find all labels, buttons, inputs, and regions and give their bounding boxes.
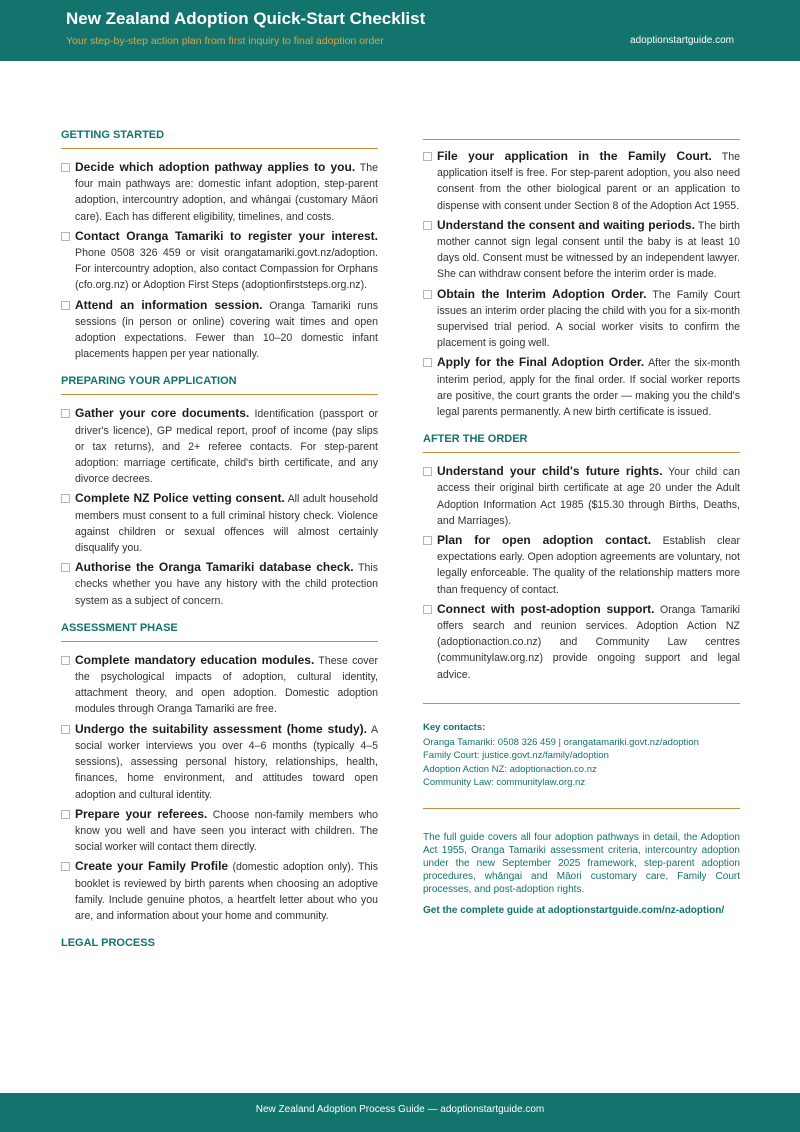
checkbox[interactable]: [61, 862, 70, 871]
item-title: Authorise the Oranga Tamariki database check.: [75, 560, 354, 575]
item-title: Undergo the suitability assessment (home study).: [75, 721, 367, 736]
item-title: Create your Family Profile: [75, 859, 229, 874]
checkbox[interactable]: [61, 232, 70, 241]
checklist-item[interactable]: [61, 858, 378, 924]
checklist-item[interactable]: [61, 559, 378, 609]
checklist-item[interactable]: [61, 297, 378, 363]
checkbox[interactable]: [61, 494, 70, 503]
section-heading-after: AFTER THE ORDER: [423, 428, 740, 453]
checklist-item[interactable]: [61, 405, 378, 487]
section-heading-legal: LEGAL PROCESS: [61, 937, 155, 950]
checklist-item[interactable]: [61, 228, 378, 294]
contact-line[interactable]: Adoption Action NZ: adoptionaction.co.nz: [423, 763, 597, 775]
checklist-item[interactable]: [423, 601, 740, 683]
page-header: [0, 0, 800, 61]
checklist-item[interactable]: [423, 217, 740, 283]
item-body: After the six-month interim period, apply for the final order. If social worker reports are positive, the court grants the order — making you the child's legal parents permanently. A new birth certificate is issued.: [437, 357, 741, 419]
section-heading-preparing: PREPARING YOUR APPLICATION: [61, 370, 378, 395]
checkbox[interactable]: [423, 467, 432, 476]
item-body: The Family Court issues an interim order placing the child with you for a six-month supervised trial period. A social worker visits to confirm the placement is going well.: [437, 288, 740, 350]
page-footer: [0, 1093, 800, 1132]
checkbox[interactable]: [61, 725, 70, 734]
item-body: Phone 0508 326 459 or visit orangatamariki.govt.nz/adoption. For intercountry adoption, also contact Compassion for Orphans (cfo.org.nz) or Adoption First Steps (adoptionfirststeps.org.nz).: [75, 247, 378, 292]
item-title: Connect with post-adoption support.: [437, 601, 655, 616]
section-heading-getting-started: GETTING STARTED: [61, 124, 378, 149]
right-column: [423, 124, 740, 919]
item-title: Complete NZ Police vetting consent.: [75, 491, 285, 506]
checkbox[interactable]: [61, 409, 70, 418]
checklist-item[interactable]: [61, 721, 378, 803]
checkbox[interactable]: [423, 290, 432, 299]
guide-promo-text: The full guide covers all four adoption pathways in detail, the Adoption Act 1955, Oranga Tamariki assessment criteria, intercountry adoption under the new September 2025 framework, step-parent adoption procedures, whāngai and Māori customary care, Family Court processes, and post-adoption rights.: [423, 831, 740, 895]
key-contacts: [423, 722, 740, 790]
item-body: The application itself is free. For step-parent adoption, you also need consent from the other biological parent or an application to dispense with consent under Section 8 of the Adoption Act 1955.: [437, 151, 740, 212]
checklist-item[interactable]: [423, 286, 740, 352]
item-title: Apply for the Final Adoption Order.: [437, 355, 645, 370]
item-body: A social worker interviews you over 4–6 months (typically 4–5 sessions), assessing personal history, relationships, health, finances, home environment, and attitudes toward open adoption and cultural identity.: [75, 723, 379, 801]
key-contacts-heading: Key contacts:: [423, 721, 486, 733]
item-body: Oranga Tamariki runs sessions (in person or online) covering wait times and open adoption expectations. Fewer than 10–20 domestic infant placements happen per year nationally.: [75, 299, 379, 361]
left-column: [61, 124, 378, 966]
checkbox[interactable]: [423, 221, 432, 230]
item-body: This checks whether you have any history with the child protection system as a subject of concern.: [75, 562, 378, 607]
checklist-item[interactable]: [423, 354, 740, 420]
item-body: Choose non-family members who know you well and have seen you interact with children. The social worker will contact them directly.: [75, 808, 378, 854]
checkbox[interactable]: [61, 656, 70, 665]
checklist-item[interactable]: [423, 148, 740, 214]
item-body: The four main pathways are: domestic infant adoption, step-parent adoption, intercountry adoption, and whāngai (customary Māori care). Each has different eligibility, timelines, and costs.: [75, 162, 378, 223]
item-title: Complete mandatory education modules.: [75, 652, 315, 667]
item-title: Attend an information session.: [75, 297, 263, 312]
checkbox[interactable]: [423, 358, 432, 367]
item-title: Gather your core documents.: [75, 406, 250, 421]
item-title: Understand your child's future rights.: [437, 464, 663, 479]
item-body: Your child can access their original birth certificate at age 20 under the Adult Adoption Information Act 1985 ($15.30 through Births, Deaths, and Marriages).: [437, 466, 740, 527]
checkbox[interactable]: [423, 536, 432, 545]
item-title: Plan for open adoption contact.: [437, 533, 652, 548]
item-body: All adult household members must consent to a full criminal history check. Violence against children or sexual offences will almost certainly disqualify you.: [75, 493, 379, 555]
item-body: Establish clear expectations early. Open adoption agreements are voluntary, not legally enforceable. The quality of the relationship matters more than frequency of contact.: [437, 535, 741, 596]
checklist-item[interactable]: [423, 532, 740, 598]
item-title: Decide which adoption pathway applies to you.: [75, 160, 356, 174]
page-subtitle: Your step-by-step action plan from first inquiry to final adoption order: [66, 35, 384, 47]
checkbox[interactable]: [61, 301, 70, 310]
checkbox[interactable]: [423, 152, 432, 161]
footer-text: New Zealand Adoption Process Guide — adoptionstartguide.com: [255, 1104, 545, 1115]
checklist-item[interactable]: [61, 490, 378, 556]
item-title: Contact Oranga Tamariki to register your interest.: [75, 228, 378, 243]
item-title: Obtain the Interim Adoption Order.: [437, 286, 647, 301]
checkbox[interactable]: [423, 605, 432, 614]
checkbox[interactable]: [61, 163, 70, 172]
checklist-item[interactable]: [61, 159, 378, 225]
item-body: These cover the psychological impacts of adoption, cultural identity, attachment theory, and open adoption. Domestic adoption modules through Oranga Tamariki are free.: [75, 654, 378, 716]
contact-line[interactable]: Oranga Tamariki: 0508 326 459 | orangatamariki.govt.nz/adoption: [423, 736, 699, 748]
checkbox[interactable]: [61, 810, 70, 819]
header-site-link[interactable]: adoptionstartguide.com: [630, 35, 734, 46]
divider: [423, 703, 740, 704]
guide-cta-link[interactable]: Get the complete guide at adoptionstartguide.com/nz-adoption/: [423, 904, 725, 916]
item-title: Prepare your referees.: [75, 806, 208, 821]
checklist-item[interactable]: [61, 652, 378, 718]
divider: [423, 139, 740, 140]
item-body: The birth mother cannot sign legal consent until the baby is at least 10 days old. Consent must be witnessed by an independent lawyer. She can withdraw consent before the interim order is made.: [437, 219, 740, 281]
contact-line[interactable]: Family Court: justice.govt.nz/family/adoption: [423, 750, 609, 762]
section-heading-assessment: ASSESSMENT PHASE: [61, 617, 378, 642]
item-body: Oranga Tamariki offers search and reunion services. Adoption Action NZ (adoptionaction.co.nz) and Community Law centres (communitylaw.org.nz) provide ongoing support and legal advice.: [437, 603, 740, 681]
item-body: (domestic adoption only). This booklet is reviewed by birth parents when choosing an adoptive family. Include genuine photos, a heartfelt letter about who you are, and information about your home and community.: [75, 861, 378, 922]
item-body: Identification (passport or driver's licence), GP medical report, proof of income (pay slips or tax returns), and 2+ referee contacts. For step-parent adoption: marriage certificate, child's birth certificate, and any divorce decrees.: [75, 408, 378, 486]
item-title: File your application in the Family Court.: [437, 149, 712, 163]
page-title: New Zealand Adoption Quick-Start Checklist: [66, 9, 426, 28]
checklist-item[interactable]: [423, 463, 740, 529]
divider: [423, 808, 740, 809]
checklist-item[interactable]: [61, 806, 378, 856]
checkbox[interactable]: [61, 563, 70, 572]
contact-line[interactable]: Community Law: communitylaw.org.nz: [423, 777, 586, 789]
item-title: Understand the consent and waiting periods.: [437, 217, 695, 232]
